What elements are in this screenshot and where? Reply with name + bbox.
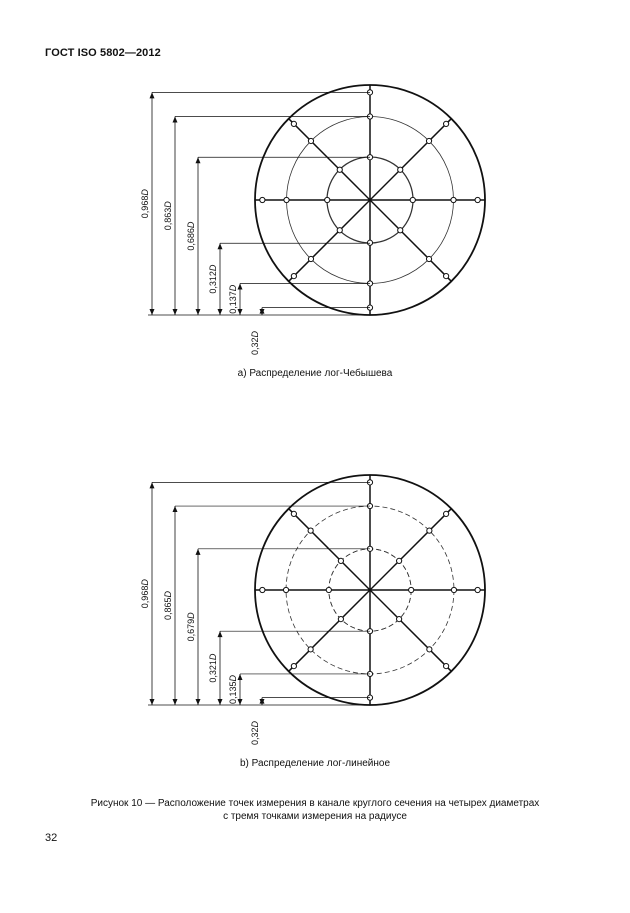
dimension-label [208,264,218,294]
dimension-unit: D [208,653,218,661]
dimension-arrow-top [150,92,155,98]
dimension-arrow-top [173,506,178,512]
dimension-value: 0,968 [140,195,150,219]
measurement-point [283,587,288,592]
measurement-point [444,121,449,126]
dimension-arrow-bottom [218,309,223,315]
dimension-unit: D [163,591,173,598]
measurement-point [260,587,265,592]
dimension-unit: D [186,221,196,229]
dimension-label [163,201,173,231]
dimension-arrow-bottom [173,699,178,705]
dimension-label [186,612,196,642]
measurement-point [397,617,402,622]
dimension-arrow-top [218,243,223,249]
dimension-unit: D [186,612,196,619]
dimension-arrow-bottom [150,309,155,315]
dimension-arrow-bottom [196,699,201,705]
dimension-unit: D [140,189,150,196]
diagram-b [0,470,630,770]
dimension-label [140,579,150,609]
page-number: 32 [45,832,58,844]
dimension-value: 0,968 [140,585,150,609]
measurement-point [308,647,313,652]
dimension-unit: D [208,264,218,272]
dimension-arrow-bottom [196,309,201,315]
dimension-label [250,720,260,745]
figure-a [0,80,630,380]
figure-b [0,470,630,770]
dimension-value: 0,32 [250,337,260,356]
dimension-label [228,284,238,314]
dimension-arrow-bottom [238,699,243,705]
measurement-point [426,138,431,143]
measurement-point [338,558,343,563]
measurement-point [291,121,296,126]
dimension-value: 0,865 [163,597,173,621]
measurement-point [337,228,342,233]
measurement-point [308,256,313,261]
document-header: ГОСТ ISO 5802—2012 [45,47,161,59]
measurement-point [426,256,431,261]
measurement-point [367,240,372,245]
caption-a: а) Распределение лог-Чебышева [237,368,393,379]
measurement-point [325,197,330,202]
measurement-point [291,511,296,516]
dimension-value: 0,321 [208,660,218,683]
dimension-unit: D [250,720,260,728]
dimension-label [250,330,260,355]
dimension-arrow-bottom [150,699,155,705]
measurement-point [397,558,402,563]
dimension-arrow-top [218,631,223,637]
dimension-label [140,189,150,219]
dimension-value: 0,686 [186,228,196,251]
measurement-point [326,587,331,592]
measurement-point [427,528,432,533]
measurement-point [475,197,480,202]
measurement-point [284,197,289,202]
figure-caption-line2: с тремя точками измерения на радиусе [223,811,407,822]
measurement-point [451,197,456,202]
dimension-unit: D [228,284,238,292]
dimension-unit: D [163,201,173,208]
measurement-point [410,197,415,202]
measurement-point [338,617,343,622]
dimension-arrow-top [150,482,155,488]
measurement-point [444,664,449,669]
dimension-value: 0,679 [186,618,196,642]
dimension-value: 0,863 [163,207,173,231]
measurement-point [260,197,265,202]
measurement-point [409,587,414,592]
dimension-label [228,674,238,704]
dimension-label [163,591,173,621]
dimension-value: 0,32 [250,727,260,746]
dimension-arrow-top [173,117,178,123]
dimension-label [186,221,196,251]
dimension-arrow-bottom [218,699,223,705]
measurement-point [398,228,403,233]
measurement-point [398,167,403,172]
figure-caption-line1: Рисунок 10 — Расположение точек измерения в канале круглого сечения на четырех диаметрах [90,798,540,809]
diagram-a [0,80,630,380]
dimension-value: 0,137 [228,291,238,314]
dimension-arrow-top [196,549,201,555]
measurement-point [444,274,449,279]
measurement-point [475,587,480,592]
measurement-point [451,587,456,592]
caption-b: b) Распределение лог-линейное [239,758,391,769]
dimension-unit: D [228,674,238,682]
measurement-point [337,167,342,172]
dimension-value: 0,135 [228,681,238,704]
dimension-value: 0,312 [208,271,218,294]
measurement-point [291,664,296,669]
measurement-point [427,647,432,652]
dimension-unit: D [250,330,260,338]
dimension-arrow-top [196,157,201,163]
measurement-point [308,528,313,533]
dimension-arrow-bottom [238,309,243,315]
dimension-arrow-top [238,674,243,680]
measurement-point [444,511,449,516]
dimension-label [208,653,218,683]
dimension-arrow-bottom [173,309,178,315]
dimension-unit: D [140,579,150,586]
measurement-point [291,274,296,279]
measurement-point [308,138,313,143]
dimension-arrow-top [238,283,243,289]
figure-caption [0,797,630,823]
